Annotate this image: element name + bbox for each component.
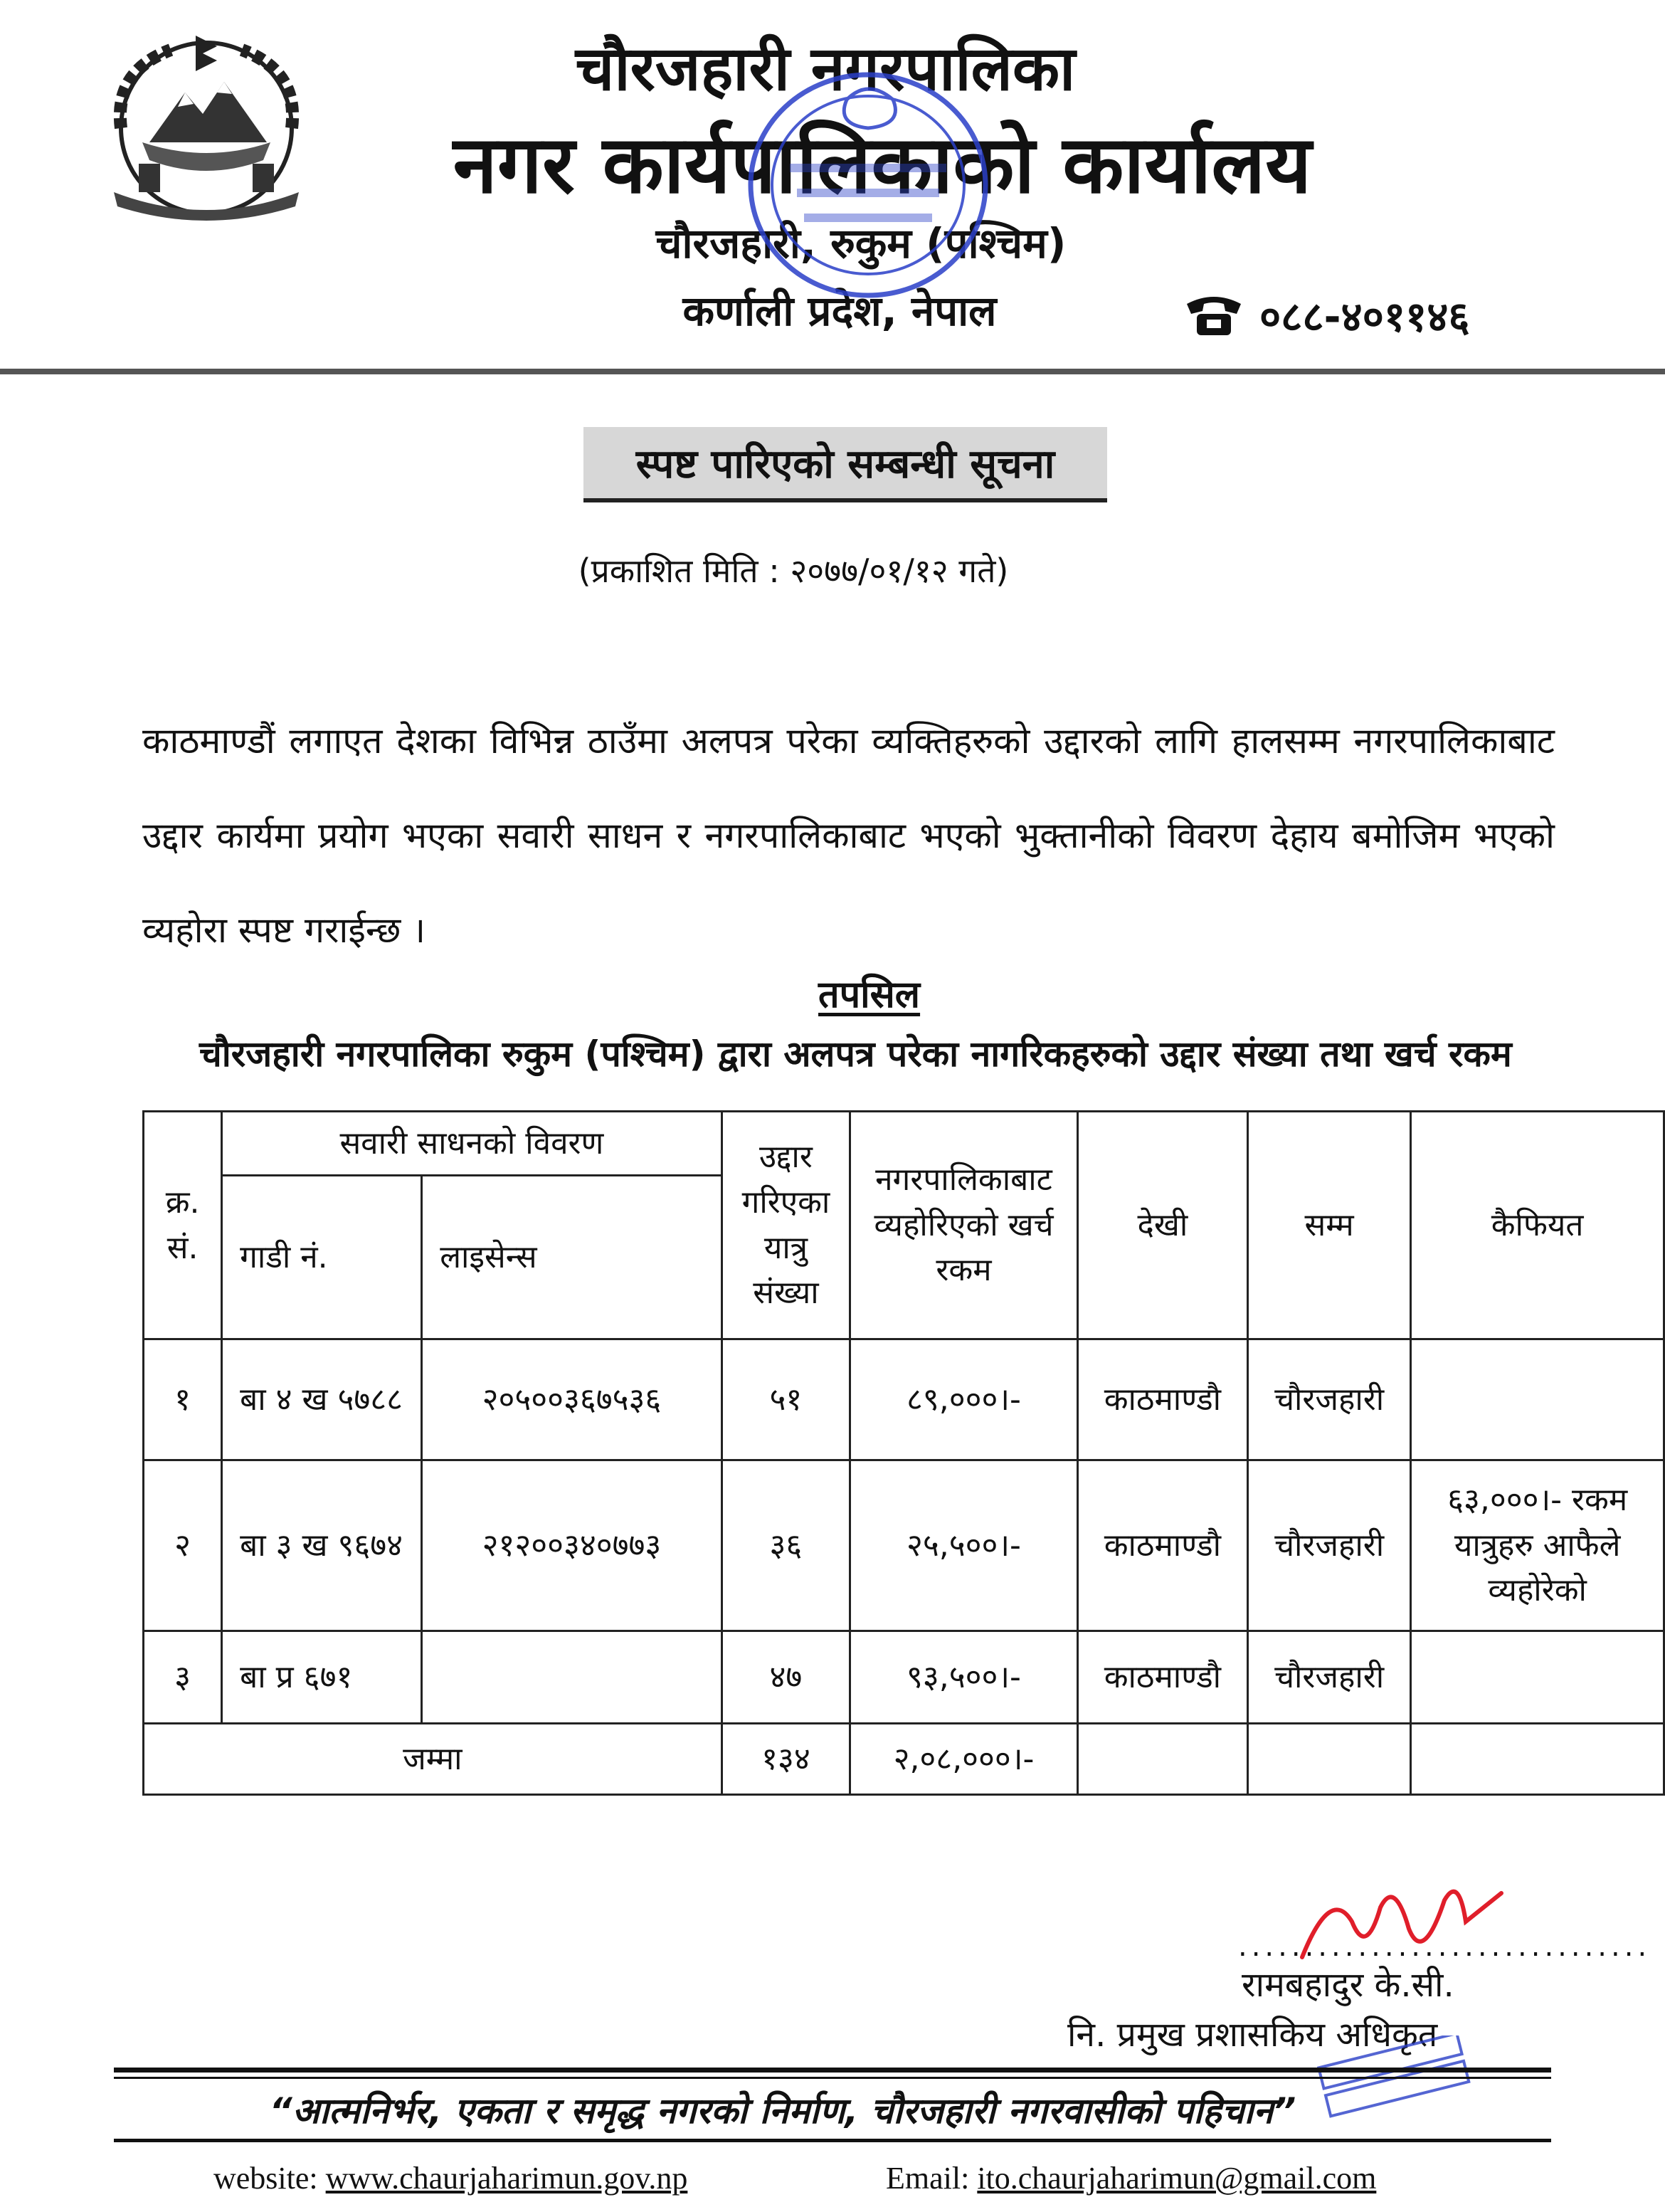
email-label: Email: <box>886 2161 970 2196</box>
footer-slogan: “आत्मनिर्भर, एकता र समृद्ध नगरको निर्माण, चौरजहारी नगरवासीको पहिचान” <box>269 2090 1296 2132</box>
cell-to: चौरजहारी <box>1248 1339 1411 1460</box>
email-link[interactable]: ito.chaurjaharimun@gmail.com <box>977 2161 1377 2196</box>
cell-license <box>422 1631 722 1724</box>
signatory-name: रामबहादुर के.सी. <box>1242 1965 1454 2005</box>
address-line-1: चौरजहारी, रुकुम (पश्चिम) <box>655 219 1067 268</box>
office-title: नगर कार्यपालिकाको कार्यालय <box>453 119 1312 211</box>
cell-sn: १ <box>144 1339 222 1460</box>
cell-sn: २ <box>144 1460 222 1631</box>
total-empty-from <box>1077 1724 1247 1795</box>
cell-to: चौरजहारी <box>1248 1631 1411 1724</box>
total-label: जम्मा <box>144 1724 722 1795</box>
total-passengers: १३४ <box>722 1724 850 1795</box>
table-total-row <box>144 1724 1664 1795</box>
cell-license: २१२००३४०७७३ <box>422 1460 722 1631</box>
footer-email <box>886 2160 1376 2196</box>
cell-license: २०५००३६७५३६ <box>422 1339 722 1460</box>
total-empty-remarks <box>1411 1724 1664 1795</box>
cell-expense: ८९,०००।- <box>850 1339 1078 1460</box>
header-vehicle-group: सवारी साधनको विवरण <box>222 1112 722 1176</box>
notice-title: स्पष्ट पारिएको सम्बन्धी सूचना <box>635 441 1055 488</box>
header-divider <box>0 369 1665 374</box>
notice-title-box <box>583 427 1107 502</box>
header-remarks: कैफियत <box>1411 1112 1664 1339</box>
total-expense: २,०८,०००।- <box>850 1724 1078 1795</box>
phone-number: ०८८-४०११४६ <box>1259 292 1470 341</box>
cell-remarks <box>1411 1631 1664 1724</box>
signature-icon <box>1288 1879 1516 1971</box>
table-caption: चौरजहारी नगरपालिका रुकुम (पश्चिम) द्वारा अलपत्र परेका नागरिकहरुको उद्दार संख्या तथा खर्च रकम <box>199 1033 1512 1075</box>
cell-vehicle-no: बा प्र ६७१ <box>222 1631 422 1724</box>
header-expense: नगरपालिकाबाट व्यहोरिएको खर्च रकम <box>850 1112 1078 1339</box>
table-row <box>144 1460 1664 1631</box>
website-label: website: <box>213 2161 318 2196</box>
header-sn: क्र. सं. <box>144 1112 222 1339</box>
cell-passengers: ५१ <box>722 1339 850 1460</box>
footer-divider-top <box>114 2068 1551 2073</box>
header-passengers: उद्दार गरिएका यात्रु संख्या <box>722 1112 850 1339</box>
telephone-icon <box>1181 290 1247 339</box>
header-to: सम्म <box>1248 1112 1411 1339</box>
cell-remarks <box>1411 1339 1664 1460</box>
signatory-designation: नि. प्रमुख प्रशासकिय अधिकृत <box>1067 2015 1438 2055</box>
municipality-name: चौरजहारी नगरपालिका <box>575 33 1076 105</box>
table-row <box>144 1631 1664 1724</box>
total-empty-to <box>1248 1724 1411 1795</box>
table-row <box>144 1339 1664 1460</box>
footer-divider-top-thin <box>114 2077 1551 2079</box>
notice-body: काठमाण्डौं लगाएत देशका विभिन्न ठाउँमा अलपत्र परेका व्यक्तिहरुको उद्दारको लागि हालसम्म नगरपालिकाबाट उद्दार कार्यमा प्रयोग भएका सवारी साधन र नगरपालिकाबाट भएको भुक्तानीको विवरण देहाय बमोजिम भएको व्यहोरा स्पष्ट गराईन्छ । <box>142 720 1555 951</box>
header-from: देखी <box>1077 1112 1247 1339</box>
cell-vehicle-no: बा ३ ख ९६७४ <box>222 1460 422 1631</box>
website-link[interactable]: www.chaurjaharimun.gov.np <box>325 2161 688 2196</box>
cell-from: काठमाण्डौ <box>1077 1339 1247 1460</box>
cell-expense: २५,५००।- <box>850 1460 1078 1631</box>
cell-sn: ३ <box>144 1631 222 1724</box>
address-line-2: कर्णाली प्रदेश, नेपाल <box>682 287 997 335</box>
office-stamp-icon <box>740 57 996 313</box>
phone-contact <box>1181 286 1470 343</box>
signature-line: ............................... <box>1238 1930 1651 1963</box>
footer-divider-bottom <box>114 2139 1551 2142</box>
rescue-table-container <box>142 1110 1665 1796</box>
publish-date: (प्रकाशित मिति : २०७७/०१/१२ गते) <box>578 552 1009 590</box>
cell-from: काठमाण्डौ <box>1077 1460 1247 1631</box>
rescue-expense-table <box>142 1110 1665 1796</box>
cell-vehicle-no: बा ४ ख ५७८८ <box>222 1339 422 1460</box>
cell-passengers: ४७ <box>722 1631 850 1724</box>
footer-website <box>213 2160 687 2196</box>
cell-expense: ९३,५००।- <box>850 1631 1078 1724</box>
cell-remarks: ६३,०००।- रकम यात्रुहरु आफैले व्यहोरेको <box>1411 1460 1664 1631</box>
cell-passengers: ३६ <box>722 1460 850 1631</box>
cell-to: चौरजहारी <box>1248 1460 1411 1631</box>
header-vehicle-no: गाडी नं. <box>222 1176 422 1339</box>
header-license: लाइसेन्स <box>422 1176 722 1339</box>
cell-from: काठमाण्डौ <box>1077 1631 1247 1724</box>
schedule-title: तपसिल <box>818 974 921 1016</box>
